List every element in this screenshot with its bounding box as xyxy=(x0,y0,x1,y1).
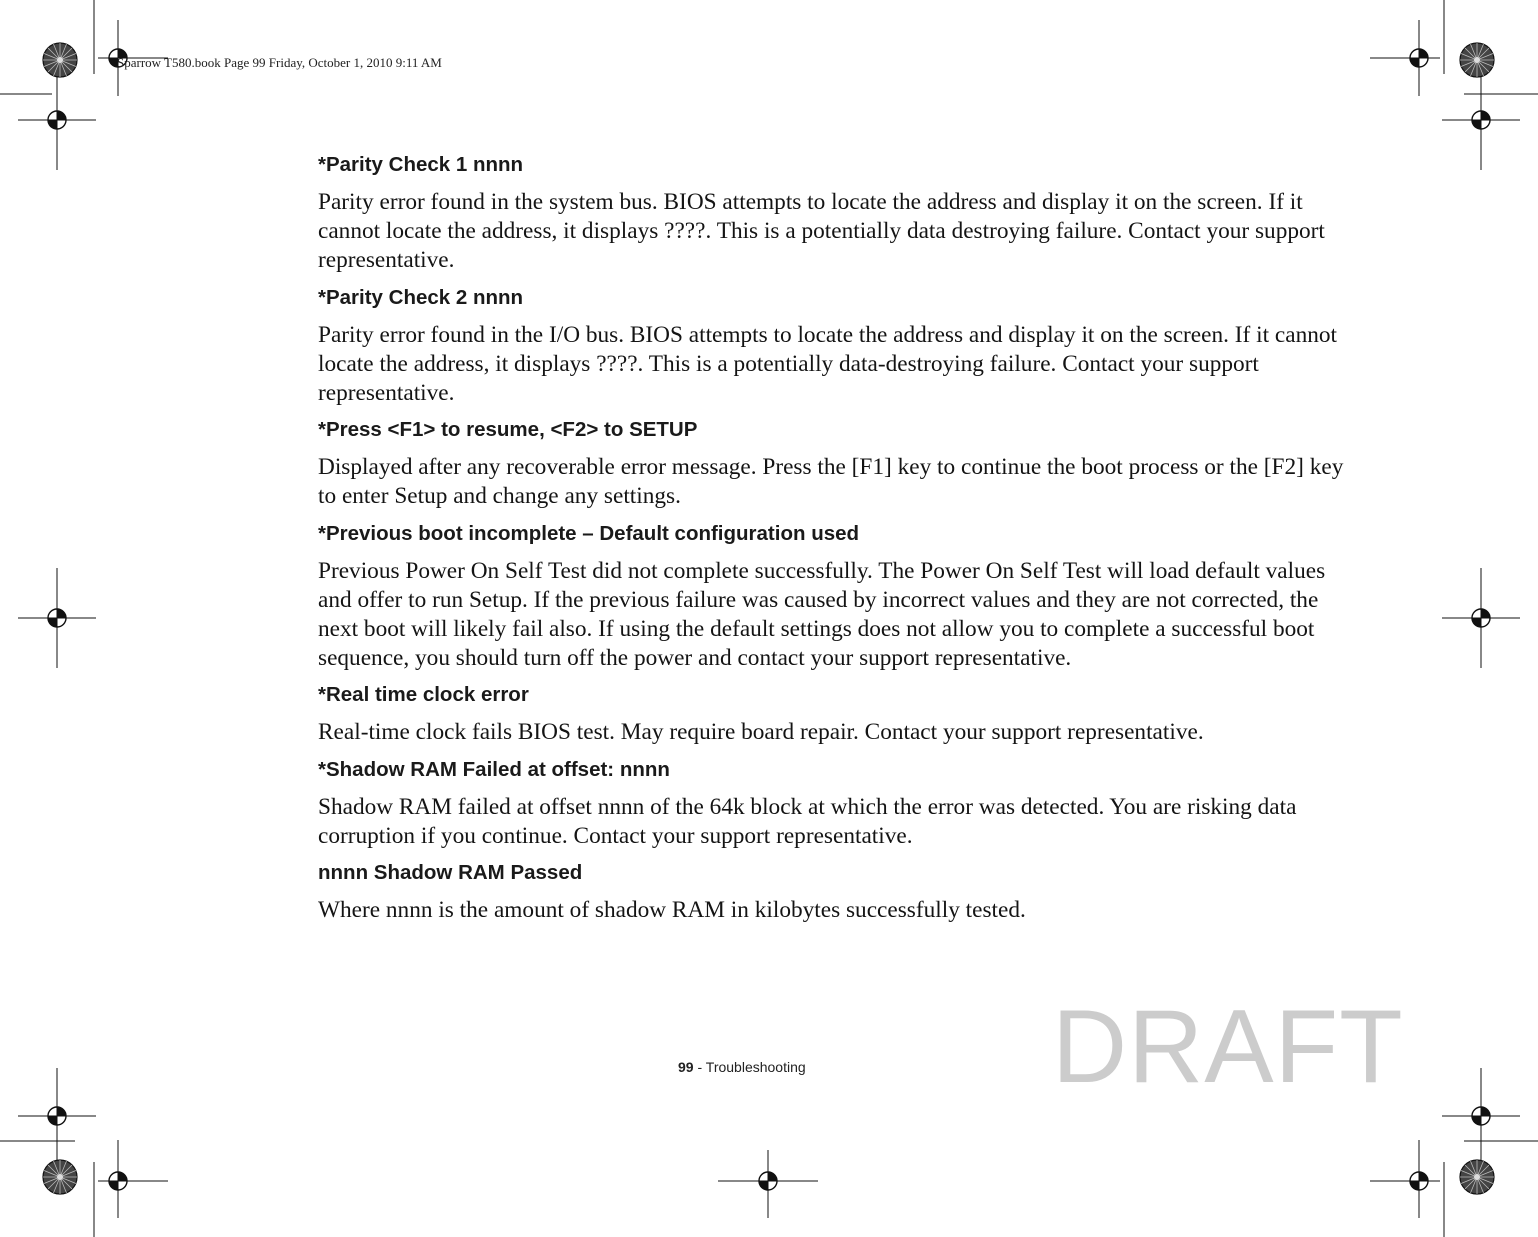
footer-section-name: Troubleshooting xyxy=(705,1059,806,1075)
entry-description: Real-time clock fails BIOS test. May require board repair. Contact your support representative. xyxy=(318,719,1204,746)
draft-watermark: DRAFT xyxy=(1052,989,1404,1105)
footer-separator: - xyxy=(693,1059,706,1075)
entry-title: *Parity Check 2 nnnn xyxy=(318,285,524,309)
book-slug-line: Sparrow T580.book Page 99 Friday, October 1, 2010 9:11 AM xyxy=(117,55,442,70)
entry-title: *Parity Check 1 nnnn xyxy=(318,153,524,176)
entry-parity-check-2 xyxy=(318,284,1363,409)
entry-title: *Real time clock error xyxy=(318,683,529,707)
entry-description: Parity error found in the system bus. BIOS attempts to locate the address and display it on the screen. If it cannot locate the address, it displays ????. This is a potentially data destroying failure. Contact your support representative. xyxy=(318,189,1325,274)
entry-shadow-ram-passed xyxy=(318,859,1363,925)
entry-previous-boot-incomplete xyxy=(318,520,1363,674)
entry-title: *Press <F1> to resume, <F2> to SETUP xyxy=(318,418,698,442)
entry-description: Previous Power On Self Test did not complete successfully. The Power On Self Test will load default values and offer to run Setup. If the previous failure was caused by incorrect values and they are not corrected, the next boot will likely fail also. If using the default settings does not allow you to complete a successful boot sequence, you should turn off the power and contact your support representative. xyxy=(318,557,1326,672)
entry-description: Parity error found in the I/O bus. BIOS attempts to locate the address and display it on the screen. If it cannot locate the address, it displays ????. This is a potentially data-destroying failure. Contact your support representative. xyxy=(318,321,1337,407)
entry-parity-check-1 xyxy=(318,151,1363,276)
entry-real-time-clock-error xyxy=(318,681,1363,747)
entry-description: Displayed after any recoverable error message. Press the [F1] key to continue the boot process or the [F2] key to enter Setup and change any settings. xyxy=(318,454,1344,510)
page-footer xyxy=(678,1059,806,1075)
entry-shadow-ram-failed xyxy=(318,756,1363,851)
document-body xyxy=(318,151,1363,933)
page-number: 99 xyxy=(678,1059,694,1075)
entry-title: *Previous boot incomplete – Default configuration used xyxy=(318,521,860,545)
entry-description: Shadow RAM failed at offset nnnn of the 64k block at which the error was detected. You are risking data corruption if you continue. Contact your support representative. xyxy=(318,793,1297,849)
entry-press-f1-resume xyxy=(318,416,1363,511)
entry-title: nnnn Shadow RAM Passed xyxy=(318,861,583,885)
entry-title: *Shadow RAM Failed at offset: nnnn xyxy=(318,757,670,781)
entry-description: Where nnnn is the amount of shadow RAM in kilobytes successfully tested. xyxy=(318,897,1026,924)
